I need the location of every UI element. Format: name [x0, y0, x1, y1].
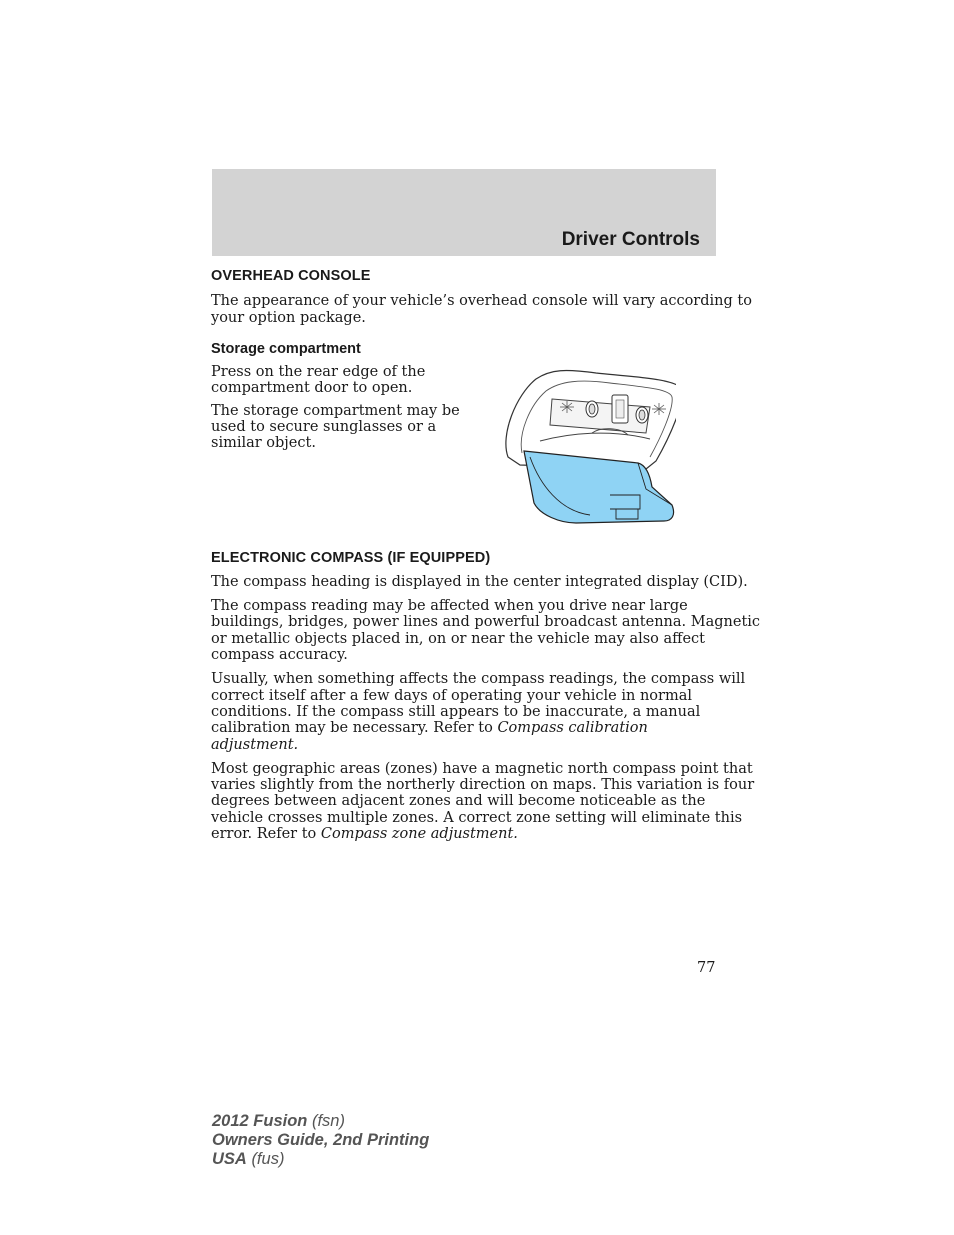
compass-p1: The compass heading is displayed in the center integrated display (CID).: [211, 574, 748, 590]
compass-p4-line5-text: error. Refer to: [211, 826, 321, 842]
page-number: 77: [697, 960, 716, 976]
compass-p4-line4: vehicle crosses multiple zones. A correct zone setting will eliminate this: [211, 810, 743, 826]
overhead-intro-line2: your option package.: [211, 310, 366, 326]
compass-p3-line2: correct itself after a few days of operating your vehicle in normal: [211, 688, 692, 704]
compass-p2-line3: or metallic objects placed in, on or near the vehicle may also affect: [211, 631, 705, 647]
footer-guide: Owners Guide, 2nd Printing: [212, 1131, 430, 1149]
compass-calibration-reference: Compass calibration: [497, 720, 648, 736]
compass-p4-line1: Most geographic areas (zones) have a magnetic north compass point that: [211, 761, 753, 777]
storage-p1-line2: compartment door to open.: [211, 380, 413, 396]
footer-region: USA: [212, 1150, 247, 1168]
compass-p2-line2: buildings, bridges, power lines and powerful broadcast antenna. Magnetic: [211, 614, 761, 630]
storage-p2-line2: used to secure sunglasses or a: [211, 419, 437, 435]
compass-p3-line1: Usually, when something affects the compass readings, the compass will: [211, 671, 746, 687]
electronic-compass-heading: ELECTRONIC COMPASS (IF EQUIPPED): [211, 550, 491, 566]
footer-line2: [212, 1131, 429, 1150]
storage-p1-line1: Press on the rear edge of the: [211, 364, 426, 380]
compass-p2-line1: The compass reading may be affected when you drive near large: [211, 598, 688, 614]
section-title: Driver Controls: [561, 229, 700, 250]
footer-model: 2012 Fusion: [212, 1112, 308, 1130]
footer-region-code: (fus): [251, 1150, 285, 1168]
footer-model-code: (fsn): [311, 1112, 345, 1130]
overhead-console-illustration: [500, 365, 676, 525]
storage-p2-line1: The storage compartment may be: [211, 403, 460, 419]
storage-p2-line3: similar object.: [211, 435, 316, 451]
compass-p4-line3: degrees between adjacent zones and will become noticeable as the: [211, 793, 706, 809]
footer: [212, 1112, 429, 1169]
compass-p3-line3: conditions. If the compass still appears to be inaccurate, a manual: [211, 704, 701, 720]
header-band: [212, 169, 716, 256]
footer-line3: [212, 1150, 429, 1169]
overhead-intro-line1: The appearance of your vehicle’s overhead console will vary according to: [211, 293, 752, 309]
compass-p3-line4: [211, 720, 648, 737]
compass-calibration-reference-cont: adjustment.: [211, 737, 299, 753]
compass-p3-line4-text: calibration may be necessary. Refer to: [211, 720, 498, 736]
compass-zone-reference: Compass zone adjustment.: [320, 826, 518, 842]
overhead-console-heading: OVERHEAD CONSOLE: [211, 268, 371, 284]
compass-p4-line5: [211, 826, 518, 843]
compass-p2-line4: compass accuracy.: [211, 647, 348, 663]
compass-p3-line5: [211, 737, 298, 754]
footer-line1: [212, 1112, 429, 1131]
compass-p4-line2: varies slightly from the northerly direction on maps. This variation is four: [211, 777, 755, 793]
storage-compartment-heading: Storage compartment: [211, 341, 361, 357]
